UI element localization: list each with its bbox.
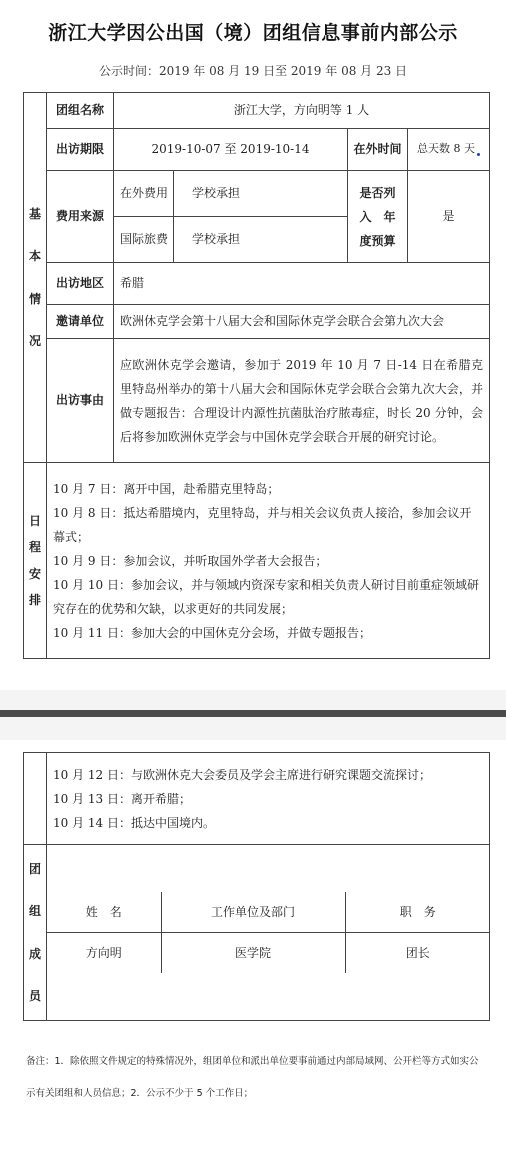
publish-period: 公示时间：2019 年 08 月 19 日至 2019 年 08 月 23 日 <box>98 64 408 78</box>
inviter-value: 欧洲休克学会第十八届大会和国际休克学会联合会第九次大会 <box>114 305 490 339</box>
period-value: 2019-10-07 至 2019-10-14 <box>114 129 348 171</box>
group-name-label: 团组名称 <box>47 93 114 129</box>
section-schedule: 日 程 安 排 <box>24 463 47 659</box>
member-unit: 医学院 <box>161 933 345 974</box>
budget-value: 是 <box>408 171 490 263</box>
schedule-item: 10 月 11 日：参加大会的中国休克分会场，并做专题报告； <box>53 625 371 640</box>
schedule-list-part2 <box>47 753 490 845</box>
period-label: 出访期限 <box>47 129 114 171</box>
member-row <box>47 933 490 974</box>
members-table <box>47 892 490 973</box>
notes <box>26 1046 496 1110</box>
intl-travel-label: 国际旅费 <box>114 217 174 263</box>
schedule-item: 10 月 14 日：抵达中国境内。 <box>53 815 215 830</box>
members-cell <box>47 845 490 1021</box>
page-title: 浙江大学因公出国（境）团组信息事前内部公示 <box>48 22 458 44</box>
col-name-header: 姓 名 <box>47 892 161 933</box>
col-unit-header: 工作单位及部门 <box>161 892 345 933</box>
group-name-value: 浙江大学，方向明等 1 人 <box>114 93 490 129</box>
member-role: 团长 <box>345 933 490 974</box>
schedule-item: 10 月 7 日：离开中国，赴希腊克里特岛； <box>53 481 280 496</box>
schedule-members-table <box>23 752 490 1021</box>
schedule-item: 10 月 13 日：离开希腊； <box>53 791 191 806</box>
abroad-time-label: 在外时间 <box>348 129 408 171</box>
basic-info-table <box>23 92 490 659</box>
note-line-1: 备注：1．除依照文件规定的特殊情况外，组团单位和派出单位要事前通过内部局域网、公开栏等方式如实公 <box>26 1056 479 1067</box>
schedule-continued-side <box>24 753 47 845</box>
region-value: 希腊 <box>114 263 490 305</box>
schedule-item: 10 月 10 日：参加会议，并与领域内资深专家和相关负责人研讨目前重症领域研究存在的优势和欠缺，以求更好的共同发展； <box>53 577 479 616</box>
section-basic-info: 基 本 情 况 <box>24 93 47 463</box>
reason-value: 应欧洲休克学会邀请，参加于 2019 年 10 月 7 日-14 日在希腊克里特岛州举办的第十八届大会和国际休克学会联合会第九次大会，并做专题报告：合理设计内源性抗菌肽治疗脓毒症，时长 20 分钟，会后将参加欧洲休克学会与中国休克学会联合开展的研究讨论。 <box>114 339 490 463</box>
abroad-cost-value: 学校承担 <box>174 171 348 217</box>
section-members: 团 组 成 员 <box>24 845 47 1021</box>
abroad-time-value: 总天数 8 天 <box>417 142 475 156</box>
schedule-item: 10 月 9 日：参加会议，并听取国外学者大会报告； <box>53 553 328 568</box>
schedule-list-part1 <box>47 463 490 659</box>
funding-label: 费用来源 <box>47 171 114 263</box>
inviter-label: 邀请单位 <box>47 305 114 339</box>
blue-dot-mark <box>477 153 480 156</box>
member-name: 方向明 <box>85 945 122 960</box>
schedule-item: 10 月 8 日：抵达希腊境内，克里特岛，并与相关会议负责人接洽，参加会议开幕式； <box>53 505 472 544</box>
page-separator <box>0 710 506 717</box>
col-role-header: 职 务 <box>345 892 490 933</box>
intl-travel-value: 学校承担 <box>174 217 348 263</box>
note-line-2: 示有关团组和人员信息；2．公示不少于 5 个工作日； <box>26 1088 254 1099</box>
region-label: 出访地区 <box>47 263 114 305</box>
budget-label: 是否列 入 年 度预算 <box>348 171 408 263</box>
reason-label: 出访事由 <box>47 339 114 463</box>
abroad-time-cell <box>408 129 490 171</box>
abroad-cost-label: 在外费用 <box>114 171 174 217</box>
schedule-item: 10 月 12 日：与欧洲休克大会委员及学会主席进行研究课题交流探讨； <box>53 767 431 782</box>
